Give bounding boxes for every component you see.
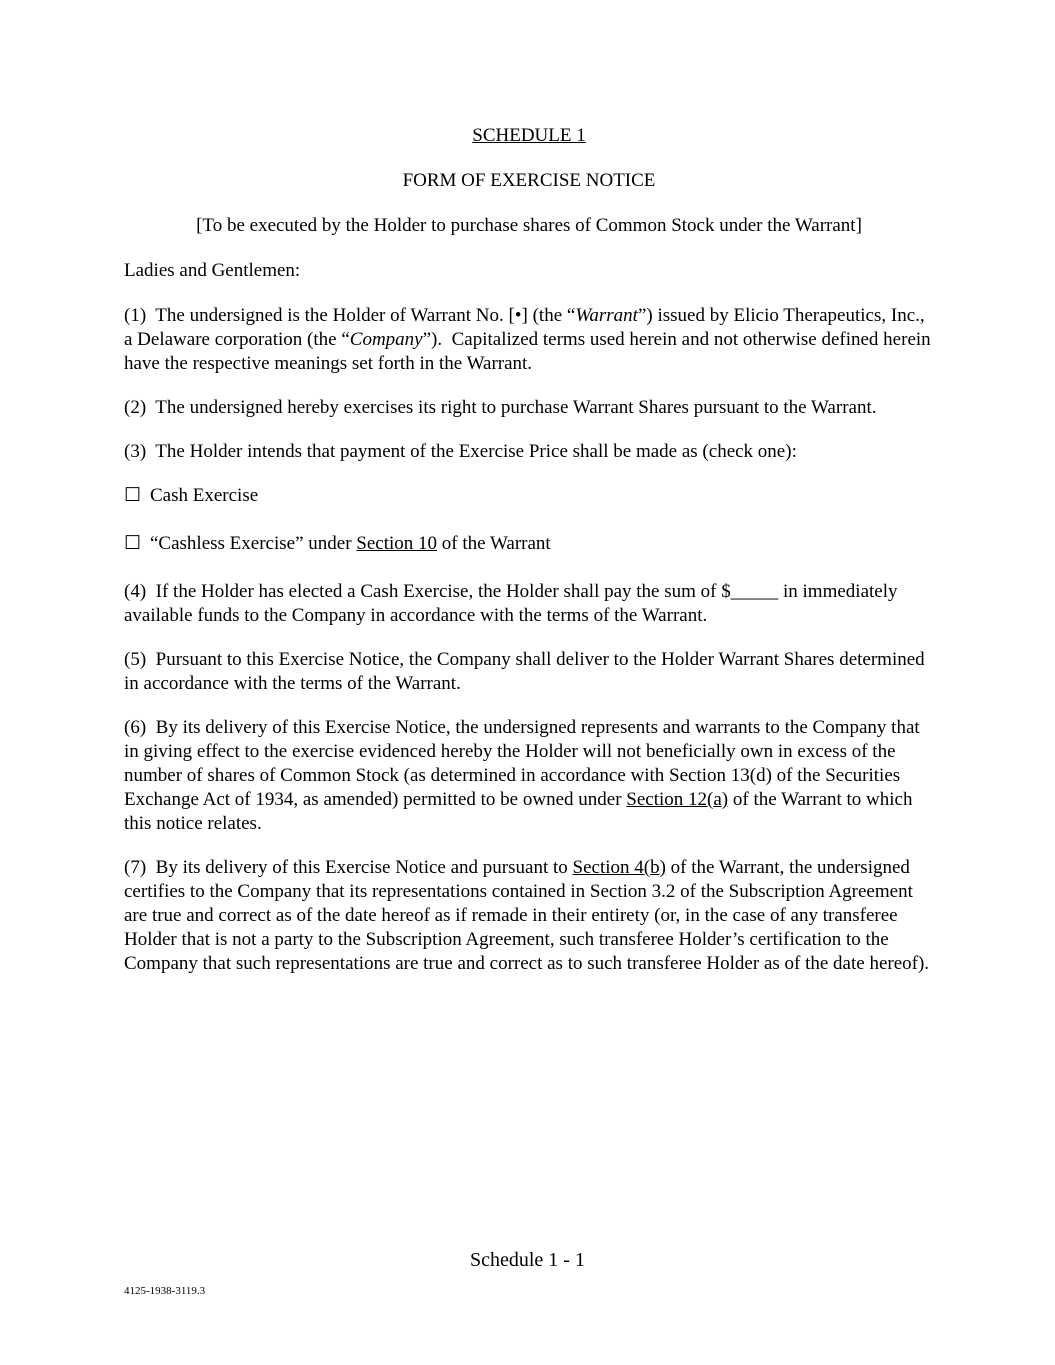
document-id: 4125-1938-3119.3 xyxy=(124,1285,206,1297)
page-footer: Schedule 1 - 1 xyxy=(470,1249,585,1271)
checkbox-icon[interactable]: ☐ xyxy=(124,533,142,554)
company-defined-term: Company xyxy=(349,329,423,350)
option-cash-exercise xyxy=(124,484,934,508)
salutation: Ladies and Gentlemen: xyxy=(124,260,301,281)
option-cash-label: Cash Exercise xyxy=(150,485,259,506)
document-body xyxy=(124,124,934,996)
schedule-title: SCHEDULE 1 xyxy=(472,125,586,146)
paragraph-6: (6) By its delivery of this Exercise Notice, the undersigned represents and warrants to the Company that in giving effect to the exercise evidenced hereby the Holder will not beneficially own in excess of the number of shares of Common Stock (as determined in accordance with Section 13(d) of the Securities Exchange Act of 1934, as amended) permitted to be owned under Section 12(a) of the Warrant to which this notice relates. xyxy=(124,717,920,834)
paragraph-1: (1) The undersigned is the Holder of Warrant No. [•] (the “Warrant”) issued by Elicio Therapeutics, Inc., a Delaware corporation (the “Company”). Capitalized terms used herein and not otherwise defined herein have the respective meanings set forth in the Warrant. xyxy=(124,305,931,374)
section-10-reference: Section 10 xyxy=(356,533,438,554)
paragraph-4: (4) If the Holder has elected a Cash Exercise, the Holder shall pay the sum of $_____ in immediately available funds to the Company in accordance with the terms of the Warrant. xyxy=(124,581,898,626)
paragraph-7: (7) By its delivery of this Exercise Notice and pursuant to Section 4(b) of the Warrant, the undersigned certifies to the Company that its representations contained in Section 3.2 of the Subscription Agreement are true and correct as of the date hereof as if remade in their entirety (or, in the case of any transferee Holder that is not a party to the Subscription Agreement, such transferee Holder’s certification to the Company that such representations are true and correct as to such transferee Holder as of the date hereof). xyxy=(124,857,930,974)
paragraph-2: (2) The undersigned hereby exercises its right to purchase Warrant Shares pursuant to the Warrant. xyxy=(124,397,877,418)
form-title: FORM OF EXERCISE NOTICE xyxy=(402,170,656,191)
option-cashless-exercise: ☐ “Cashless Exercise” under Section 10 of the Warrant xyxy=(124,533,551,554)
paragraph-3: (3) The Holder intends that payment of the Exercise Price shall be made as (check one): xyxy=(124,441,797,462)
warrant-defined-term: Warrant xyxy=(575,305,638,326)
checkbox-icon[interactable]: ☐ xyxy=(124,485,142,506)
section-4b-reference: Section 4(b) xyxy=(572,857,666,878)
instruction-text: [To be executed by the Holder to purchase shares of Common Stock under the Warrant] xyxy=(196,215,862,236)
paragraph-5: (5) Pursuant to this Exercise Notice, the Company shall deliver to the Holder Warrant Shares determined in accordance with the terms of the Warrant. xyxy=(124,649,925,694)
section-12a-reference: Section 12(a) xyxy=(626,789,729,810)
